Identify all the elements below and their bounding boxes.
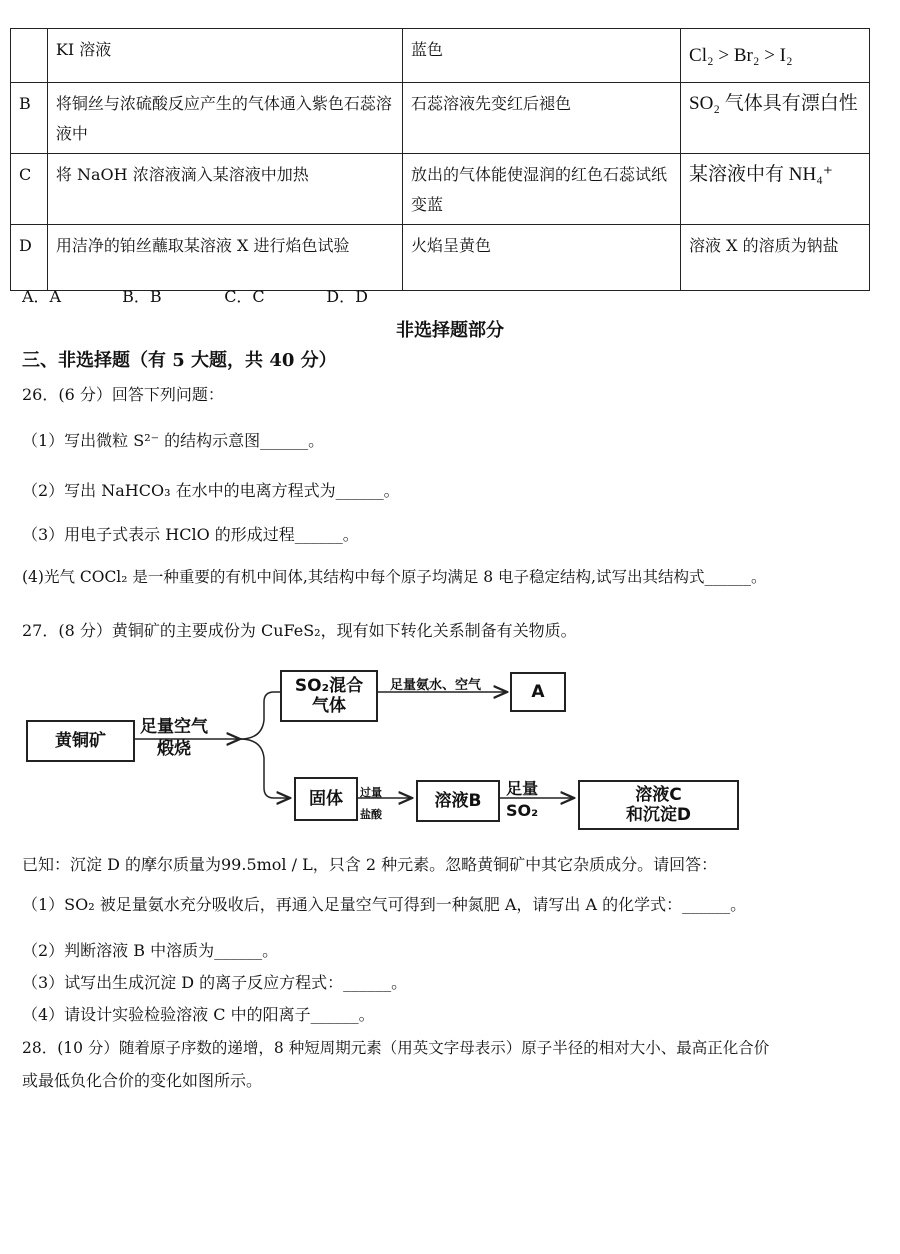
label-air-roast: 足量空气 煅烧 bbox=[140, 717, 208, 759]
box-solution-b: 溶液B bbox=[416, 780, 500, 822]
row-conclusion: Cl₂ > Br₂ > I₂ bbox=[681, 29, 870, 83]
q27-head: 27．(8 分）黄铜矿的主要成份为 CuFeS₂，现有如下转化关系制备有关物质。 bbox=[22, 621, 577, 640]
q26-item-1: （1）写出微粒 S²⁻ 的结构示意图______。 bbox=[22, 431, 325, 450]
row-conclusion: 某溶液中有 NH₄⁺ bbox=[681, 154, 870, 225]
label-excess-hcl: 过量 盐酸 bbox=[360, 786, 382, 821]
box-solid: 固体 bbox=[294, 777, 358, 821]
q26-item-3: （3）用电子式表示 HClO 的形成过程______。 bbox=[22, 525, 359, 544]
table-row bbox=[11, 154, 870, 225]
choice-b: B．B bbox=[122, 287, 162, 306]
part-title: 非选择题部分 bbox=[396, 320, 504, 341]
row-conclusion: SO₂ 气体具有漂白性 bbox=[681, 83, 870, 154]
row-operation: 将铜丝与浓硫酸反应产生的气体通入紫色石蕊溶液中 bbox=[47, 83, 402, 154]
answer-choices bbox=[22, 284, 368, 307]
row-label: D bbox=[11, 225, 48, 291]
box-so2-gas: SO₂混合 气体 bbox=[280, 670, 378, 722]
table-row bbox=[11, 225, 870, 291]
row-label: B bbox=[11, 83, 48, 154]
row-label bbox=[11, 29, 48, 83]
row-phenomenon: 火焰呈黄色 bbox=[403, 225, 681, 291]
q27-item-3: （3）试写出生成沉淀 D 的离子反应方程式：______。 bbox=[22, 973, 408, 992]
q28-line-2: 或最低负化合价的变化如图所示。 bbox=[22, 1071, 263, 1090]
row-phenomenon: 蓝色 bbox=[403, 29, 681, 83]
row-label: C bbox=[11, 154, 48, 225]
box-chalcopyrite: 黄铜矿 bbox=[26, 720, 135, 762]
q28-line-1: 28．(10 分）随着原子序数的递增，8 种短周期元素（用英文字母表示）原子半径的相对大小、最高正化合价 bbox=[22, 1039, 770, 1057]
q27-item-1: （1）SO₂ 被足量氨水充分吸收后，再通入足量空气可得到一种氮肥 A，请写出 A 的化学式：______。 bbox=[22, 895, 747, 914]
q27-known: 已知：沉淀 D 的摩尔质量为99.5mol / L，只含 2 种元素。忽略黄铜矿中其它杂质成分。请回答： bbox=[22, 855, 718, 874]
label-excess-so2: 足量 SO₂ bbox=[506, 779, 539, 820]
q27-item-2: （2）判断溶液 B 中溶质为______。 bbox=[22, 941, 279, 960]
q26-item-2: （2）写出 NaHCO₃ 在水中的电离方程式为______。 bbox=[22, 481, 400, 500]
q27-item-4: （4）请设计实验检验溶液 C 中的阳离子______。 bbox=[22, 1005, 375, 1024]
label-ammonia-air: 足量氨水、空气 bbox=[390, 678, 482, 693]
q26-item-4: (4)光气 COCl₂ 是一种重要的有机中间体,其结构中每个原子均满足 8 电子稳定结构,试写出其结构式______。 bbox=[22, 568, 767, 586]
table-row bbox=[11, 83, 870, 154]
choice-a: A．A bbox=[22, 287, 62, 306]
row-operation: 用洁净的铂丝蘸取某溶液 X 进行焰色试验 bbox=[47, 225, 402, 291]
table-row bbox=[11, 29, 870, 83]
row-operation: 将 NaOH 浓溶液滴入某溶液中加热 bbox=[47, 154, 402, 225]
options-table bbox=[10, 28, 870, 291]
choice-d: D．D bbox=[326, 287, 368, 306]
choice-c: C．C bbox=[224, 287, 265, 306]
row-phenomenon: 放出的气体能使湿润的红色石蕊试纸变蓝 bbox=[403, 154, 681, 225]
box-solution-c-precipitate-d: 溶液C 和沉淀D bbox=[578, 780, 739, 830]
row-operation: KI 溶液 bbox=[47, 29, 402, 83]
row-phenomenon: 石蕊溶液先变红后褪色 bbox=[403, 83, 681, 154]
row-conclusion: 溶液 X 的溶质为钠盐 bbox=[681, 225, 870, 291]
box-product-a: A bbox=[510, 672, 566, 712]
q26-head: 26．(6 分）回答下列问题： bbox=[22, 385, 224, 404]
section-title: 三、非选择题（有 5 大题，共 40 分） bbox=[22, 350, 337, 371]
